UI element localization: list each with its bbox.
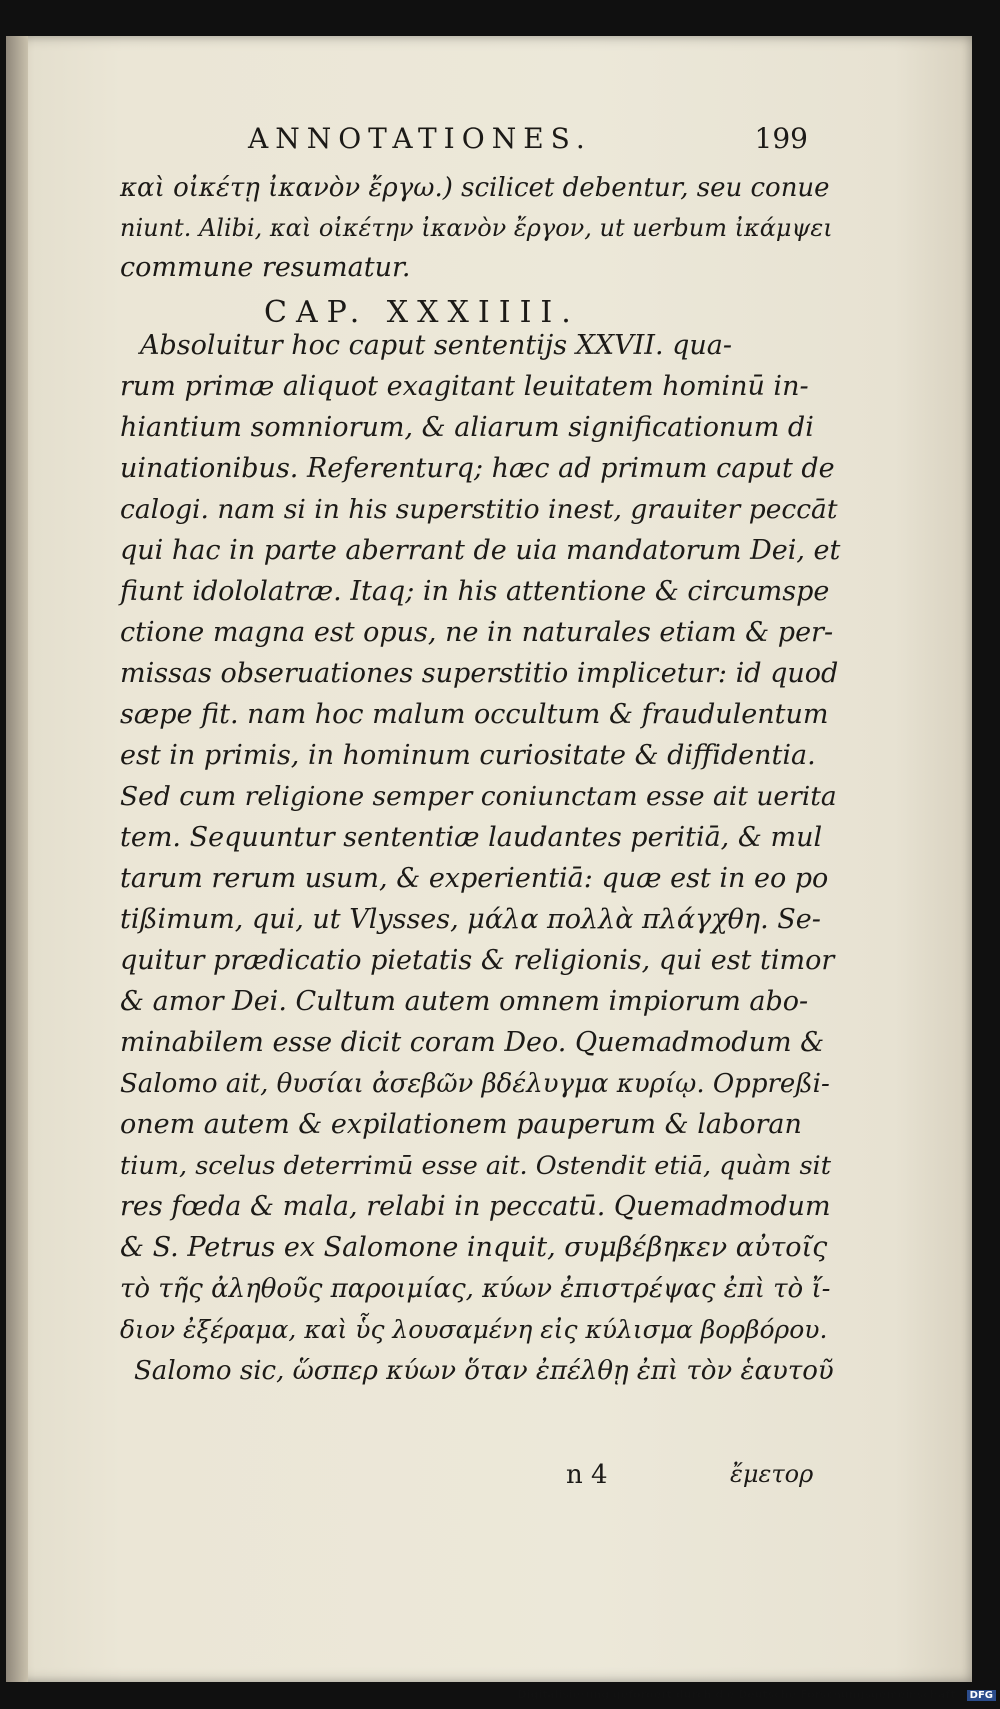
footer-text: Digitalisierung gefördert durch die Deutsche Forschungsgemeinschaft - [517,1688,964,1701]
digitization-footer [518,1688,996,1701]
text-line: Sed cum religione semper coniunctam esse ait uerita [120,781,837,812]
text-line: διον ἐξέραμα, καὶ ὗς λουσαμένη εἰς κύλισμα βορβόρου. [120,1315,828,1344]
text-line: Salomo ait, θυσίαι ἀσεβῶν βδέλυγμα κυρίῳ. Oppreßi- [120,1069,830,1099]
text-line: quitur prædicatio pietatis & religionis, qui est timor [120,945,835,976]
text-line: rum primæ aliquot exagitant leuitatem hominū in- [120,371,809,402]
text-line: onem autem & expilationem pauperum & laboran [120,1109,802,1140]
text-line: & amor Dei. Cultum autem omnem impiorum abo- [120,986,809,1017]
text-line: commune resumatur. [120,252,411,283]
text-line: calogi. nam si in his superstitio inest, grauiter peccāt [120,494,838,525]
dfg-logo: DFG [967,1690,996,1701]
text-line: & S. Petrus ex Salomone inquit, συμβέβηκεν αὐτοῖς [120,1232,828,1263]
text-line: fiunt idololatræ. Itaq; in his attentione & circumspe [120,576,830,607]
text-line: tarum rerum usum, & experientiā: quæ est in eo po [120,863,829,894]
text-line: tißimum, qui, ut Vlysses, μάλα πολλὰ πλάγχθη. Se- [120,904,821,935]
text-line: qui hac in parte aberrant de uia mandatorum Dei, et [120,535,841,566]
text-line: uinationibus. Referenturq; hæc ad primum caput de [120,453,835,484]
signature-mark: n 4 [566,1460,608,1490]
text-line: minabilem esse dicit coram Deo. Quemadmodum & [120,1027,825,1058]
chapter-heading: CAP. XXXIIII. [264,295,580,330]
text-line: Salomo sic, ὥσπερ κύων ὅταν ἐπέλθῃ ἐπὶ τὸν ἑαυτοῦ [134,1356,834,1386]
text-line: res fœda & mala, relabi in peccatū. Quemadmodum [120,1191,831,1222]
text-line: τὸ τῆς ἀληθοῦς παροιμίας, κύων ἐπιστρέψας ἐπὶ τὸ ἴ- [120,1274,831,1304]
text-line: καὶ οἰκέτῃ ἰκανὸν ἔργω.) scilicet debentur, seu conue [120,173,830,203]
text-line: niunt. Alibi, καὶ οἰκέτην ἰκανὸν ἔργον, ut uerbum ἰκάμψει [120,214,833,242]
text-line: hiantium somniorum, & aliarum significationum di [120,412,814,443]
folio-number: 199 [754,122,808,155]
text-line: ctione magna est opus, ne in naturales etiam & per- [120,617,834,648]
text-line: sæpe fit. nam hoc malum occultum & fraudulentum [120,699,829,730]
text-line: Absoluitur hoc caput sententijs XXVII. qua- [140,330,733,361]
catchword: ἔμετορ [730,1460,814,1488]
text-line: tium, scelus deterrimū esse ait. Ostendit etiā, quàm sit [120,1151,831,1181]
page-gutter [6,36,28,1682]
running-head: ANNOTATIONES. [248,122,592,155]
page-header [248,122,808,166]
text-line: missas obseruationes superstitio implicetur: id quod [120,658,839,689]
text-line: tem. Sequuntur sententiæ laudantes peritiā, & mul [120,822,823,853]
text-line: est in primis, in hominum curiositate & diffidentia. [120,740,816,771]
